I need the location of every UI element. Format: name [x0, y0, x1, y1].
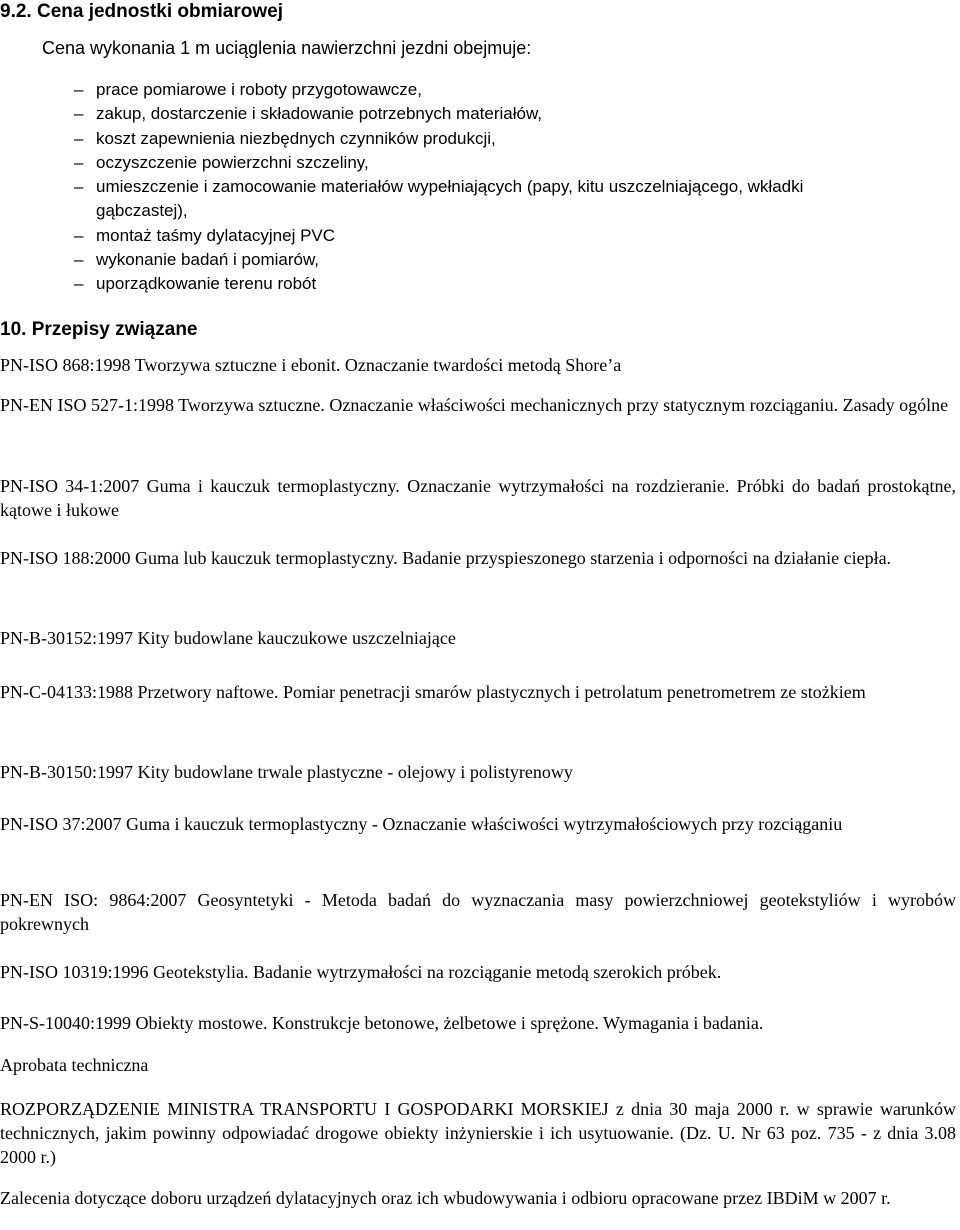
standard-paragraph: PN-B-30152:1997 Kity budowlane kauczukowe uszczelniające [0, 628, 456, 648]
standard-paragraph: PN-EN ISO: 9864:2007 Geosyntetyki - Metoda badań do wyznaczania masy powierzchniowej geotekstyliów i wyrobów pokrewnych [0, 890, 956, 934]
scope-list [74, 78, 894, 297]
standard-paragraph: Aprobata techniczna [0, 1055, 149, 1075]
list-item: – wykonanie badań i pomiarów, [74, 248, 894, 272]
list-item: – oczyszczenie powierzchni szczeliny, [74, 151, 894, 175]
standard-paragraph: PN-ISO 34-1:2007 Guma i kauczuk termoplastyczny. Oznaczanie wytrzymałości na rozdzieranie. Próbki do badań prostokątne, kątowe i łukowe [0, 476, 956, 520]
standard-paragraph: PN-ISO 868:1998 Tworzywa sztuczne i ebonit. Oznaczanie twardości metodą Shore’a [0, 355, 622, 375]
standard-paragraph: PN-ISO 37:2007 Guma i kauczuk termoplastyczny - Oznaczanie właściwości wytrzymałościowych przy rozciąganiu [0, 814, 843, 834]
list-item: – uporządkowanie terenu robót [74, 272, 894, 296]
standard-paragraph: PN-S-10040:1999 Obiekty mostowe. Konstrukcje betonowe, żelbetowe i sprężone. Wymagania i badania. [0, 1013, 764, 1033]
list-item: – koszt zapewnienia niezbędnych czynników produkcji, [74, 127, 894, 151]
section-heading-9-2: 9.2. Cena jednostki obmiarowej [0, 1, 283, 22]
list-item: – zakup, dostarczenie i składowanie potrzebnych materiałów, [74, 102, 894, 126]
list-item: – montaż taśmy dylatacyjnej PVC [74, 224, 894, 248]
section-heading-10: 10. Przepisy związane [0, 319, 198, 340]
standard-paragraph: PN-C-04133:1988 Przetwory naftowe. Pomiar penetracji smarów plastycznych i petrolatum penetrometrem ze stożkiem [0, 682, 866, 702]
standard-paragraph: Zalecenia dotyczące doboru urządzeń dylatacyjnych oraz ich wbudowywania i odbioru opracowane przez IBDiM w 2007 r. [0, 1188, 891, 1208]
standard-paragraph: ROZPORZĄDZENIE MINISTRA TRANSPORTU I GOSPODARKI MORSKIEJ z dnia 30 maja 2000 r. w sprawie warunków technicznych, jakim powinny odpowiadać drogowe obiekty inżynierskie i ich usytuowanie. (Dz. U. Nr 63 poz. 735 - z dnia 3.08 2000 r.) [0, 1099, 956, 1167]
standard-paragraph: PN-ISO 10319:1996 Geotekstylia. Badanie wytrzymałości na rozciąganie metodą szerokich próbek. [0, 962, 722, 982]
standard-paragraph: PN-ISO 188:2000 Guma lub kauczuk termoplastyczny. Badanie przyspieszonego starzenia i odporności na działanie ciepła. [0, 548, 892, 568]
list-item: – prace pomiarowe i roboty przygotowawcze, [74, 78, 894, 102]
intro-text: Cena wykonania 1 m uciąglenia nawierzchni jezdni obejmuje: [42, 38, 532, 58]
standard-paragraph: PN-EN ISO 527-1:1998 Tworzywa sztuczne. Oznaczanie właściwości mechanicznych przy statycznym rozciąganiu. Zasady ogólne [0, 395, 949, 415]
list-item: – umieszczenie i zamocowanie materiałów wypełniających (papy, kitu uszczelniającego, wkładki gąbczastej), [74, 175, 894, 224]
standard-paragraph: PN-B-30150:1997 Kity budowlane trwale plastyczne - olejowy i polistyrenowy [0, 762, 573, 782]
